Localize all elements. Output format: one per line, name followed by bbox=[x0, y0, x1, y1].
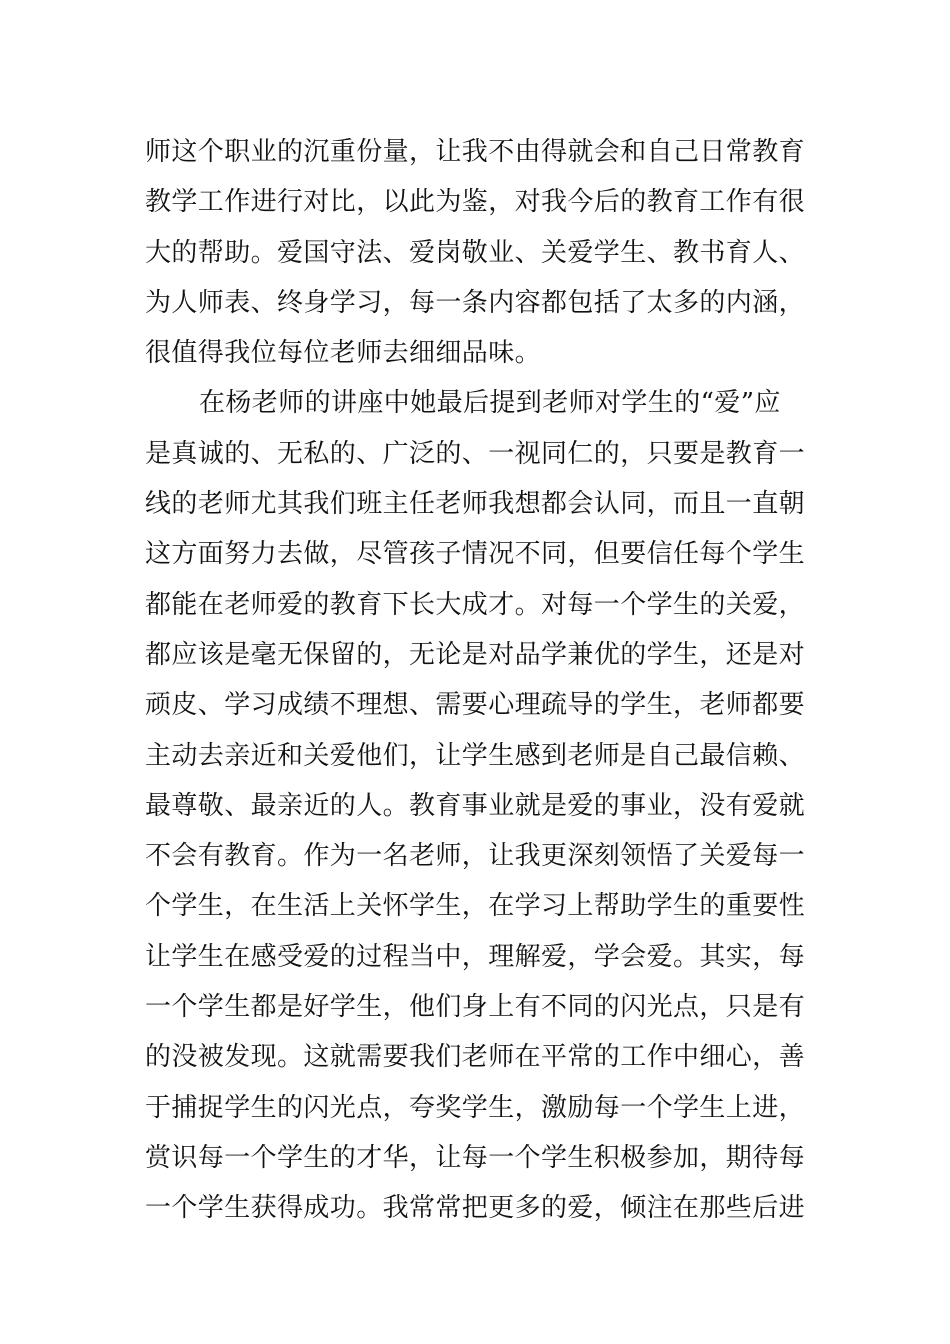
text-line: 一个学生都是好学生，他们身上有不同的闪光点，只是有 bbox=[145, 992, 806, 1023]
paragraph-2 bbox=[145, 378, 815, 1233]
document-body bbox=[145, 127, 815, 1234]
text-line: 很值得我位每位老师去细细品味。 bbox=[145, 338, 542, 369]
text-line: 的没被发现。这就需要我们老师在平常的工作中细心，善 bbox=[145, 1042, 806, 1073]
text-line: 最尊敬、最亲近的人。教育事业就是爱的事业，没有爱就 bbox=[145, 790, 806, 821]
text-line: 线的老师尤其我们班主任老师我想都会认同，而且一直朝 bbox=[145, 489, 806, 520]
text-line: 赏识每一个学生的才华，让每一个学生积极参加，期待每 bbox=[145, 1142, 806, 1173]
text-line: 都能在老师爱的教育下长大成才。对每一个学生的关爱， bbox=[145, 589, 806, 620]
text-line: 一个学生获得成功。我常常把更多的爱，倾注在那些后进 bbox=[145, 1193, 806, 1224]
paragraph-1 bbox=[145, 127, 815, 378]
text-line: 都应该是毫无保留的，无论是对品学兼优的学生，还是对 bbox=[145, 639, 806, 670]
text-line: 师这个职业的沉重份量，让我不由得就会和自己日常教育 bbox=[145, 137, 806, 167]
text-line: 个学生，在生活上关怀学生，在学习上帮助学生的重要性 bbox=[145, 891, 806, 922]
text-line: 教学工作进行对比，以此为鉴，对我今后的教育工作有很 bbox=[145, 187, 806, 218]
text-line: 顽皮、学习成绩不理想、需要心理疏导的学生，老师都要 bbox=[145, 690, 806, 721]
text-line: 在杨老师的讲座中她最后提到老师对学生的“爱”应 bbox=[199, 388, 781, 419]
text-line: 是真诚的、无私的、广泛的、一视同仁的，只要是教育一 bbox=[145, 438, 806, 469]
text-line: 让学生在感受爱的过程当中，理解爱，学会爱。其实，每 bbox=[145, 941, 806, 972]
text-line: 不会有教育。作为一名老师，让我更深刻领悟了关爱每一 bbox=[145, 841, 806, 872]
text-line: 这方面努力去做，尽管孩子情况不同，但要信任每个学生 bbox=[145, 539, 806, 570]
text-line: 为人师表、终身学习，每一条内容都包括了太多的内涵， bbox=[145, 287, 806, 318]
text-line: 主动去亲近和关爱他们，让学生感到老师是自己最信赖、 bbox=[145, 740, 806, 771]
text-line: 大的帮助。爱国守法、爱岗敬业、关爱学生、教书育人、 bbox=[145, 237, 806, 268]
text-line: 于捕捉学生的闪光点，夸奖学生，激励每一个学生上进， bbox=[145, 1092, 806, 1123]
